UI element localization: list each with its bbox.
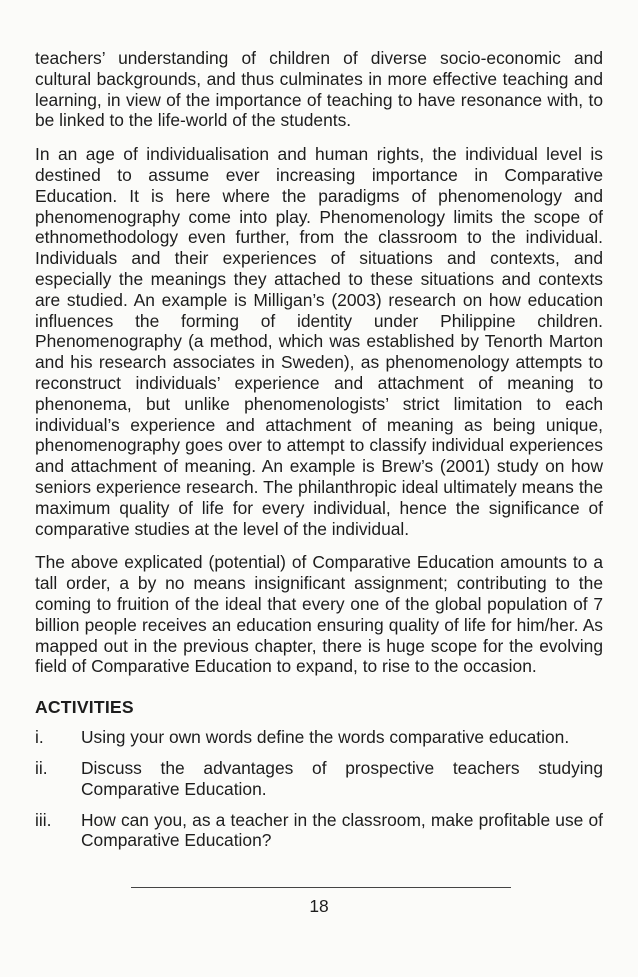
activity-number: iii. bbox=[35, 809, 52, 830]
activity-text: How can you, as a teacher in the classroom, make profitable use of Comparative Education? bbox=[81, 809, 603, 851]
activity-item bbox=[35, 727, 603, 748]
activity-number: i. bbox=[35, 727, 44, 748]
activity-text: Using your own words define the words comparative education. bbox=[81, 727, 570, 748]
paragraph-continuation: teachers’ understanding of children of diverse socio-economic and cultural backgrounds, and thus culminates in more effective teaching and learning, in view of the importance of teaching to have resonance with, to be linked to the life-world of the students. bbox=[35, 48, 603, 131]
activity-text: Discuss the advantages of prospective teachers studying Comparative Education. bbox=[81, 757, 603, 799]
activity-number: ii. bbox=[35, 757, 48, 778]
activity-item bbox=[35, 758, 603, 800]
activities-heading: ACTIVITIES bbox=[35, 697, 134, 718]
paragraph-comparative-education-scope: The above explicated (potential) of Comparative Education amounts to a tall order, a by no means insignificant assignment; contributing to the coming to fruition of the ideal that every one of the global population of 7 billion people receives an education ensuring quality of life for him/her. As mapped out in the previous chapter, there is huge scope for the evolving field of Comparative Education to expand, to rise to the occasion. bbox=[35, 552, 603, 677]
activity-item bbox=[35, 810, 603, 852]
paragraph-individual-level: In an age of individualisation and human rights, the individual level is destined to assume ever increasing importance in Comparative Education. It is here where the paradigms of phenomenology and phenomenography come into play. Phenomenology limits the scope of ethnomethodology even further, from the classroom to the individual. Individuals and their experiences of situations and contexts, and especially the meanings they attached to these situations and contexts are studied. An example is Milligan’s (2003) research on how education influences the forming of identity under Philippine children. Phenomenography (a method, which was established by Tenorth Marton and his research associates in Sweden), as phenomenology attempts to reconstruct individuals’ experience and attachment of meaning to phenonema, but unlike phenomenologists’ strict limitation to each individual’s experience and attachment of meaning as being unique, phenomenography goes over to attempt to classify individual experiences and attachment of meaning. An example is Brew’s (2001) study on how seniors experience research. The philanthropic ideal ultimately means the maximum quality of life for every individual, hence the significance of comparative studies at the level of the individual. bbox=[35, 144, 603, 539]
page-body bbox=[35, 48, 603, 861]
footer-rule bbox=[131, 887, 511, 888]
page-number: 18 bbox=[309, 896, 329, 916]
